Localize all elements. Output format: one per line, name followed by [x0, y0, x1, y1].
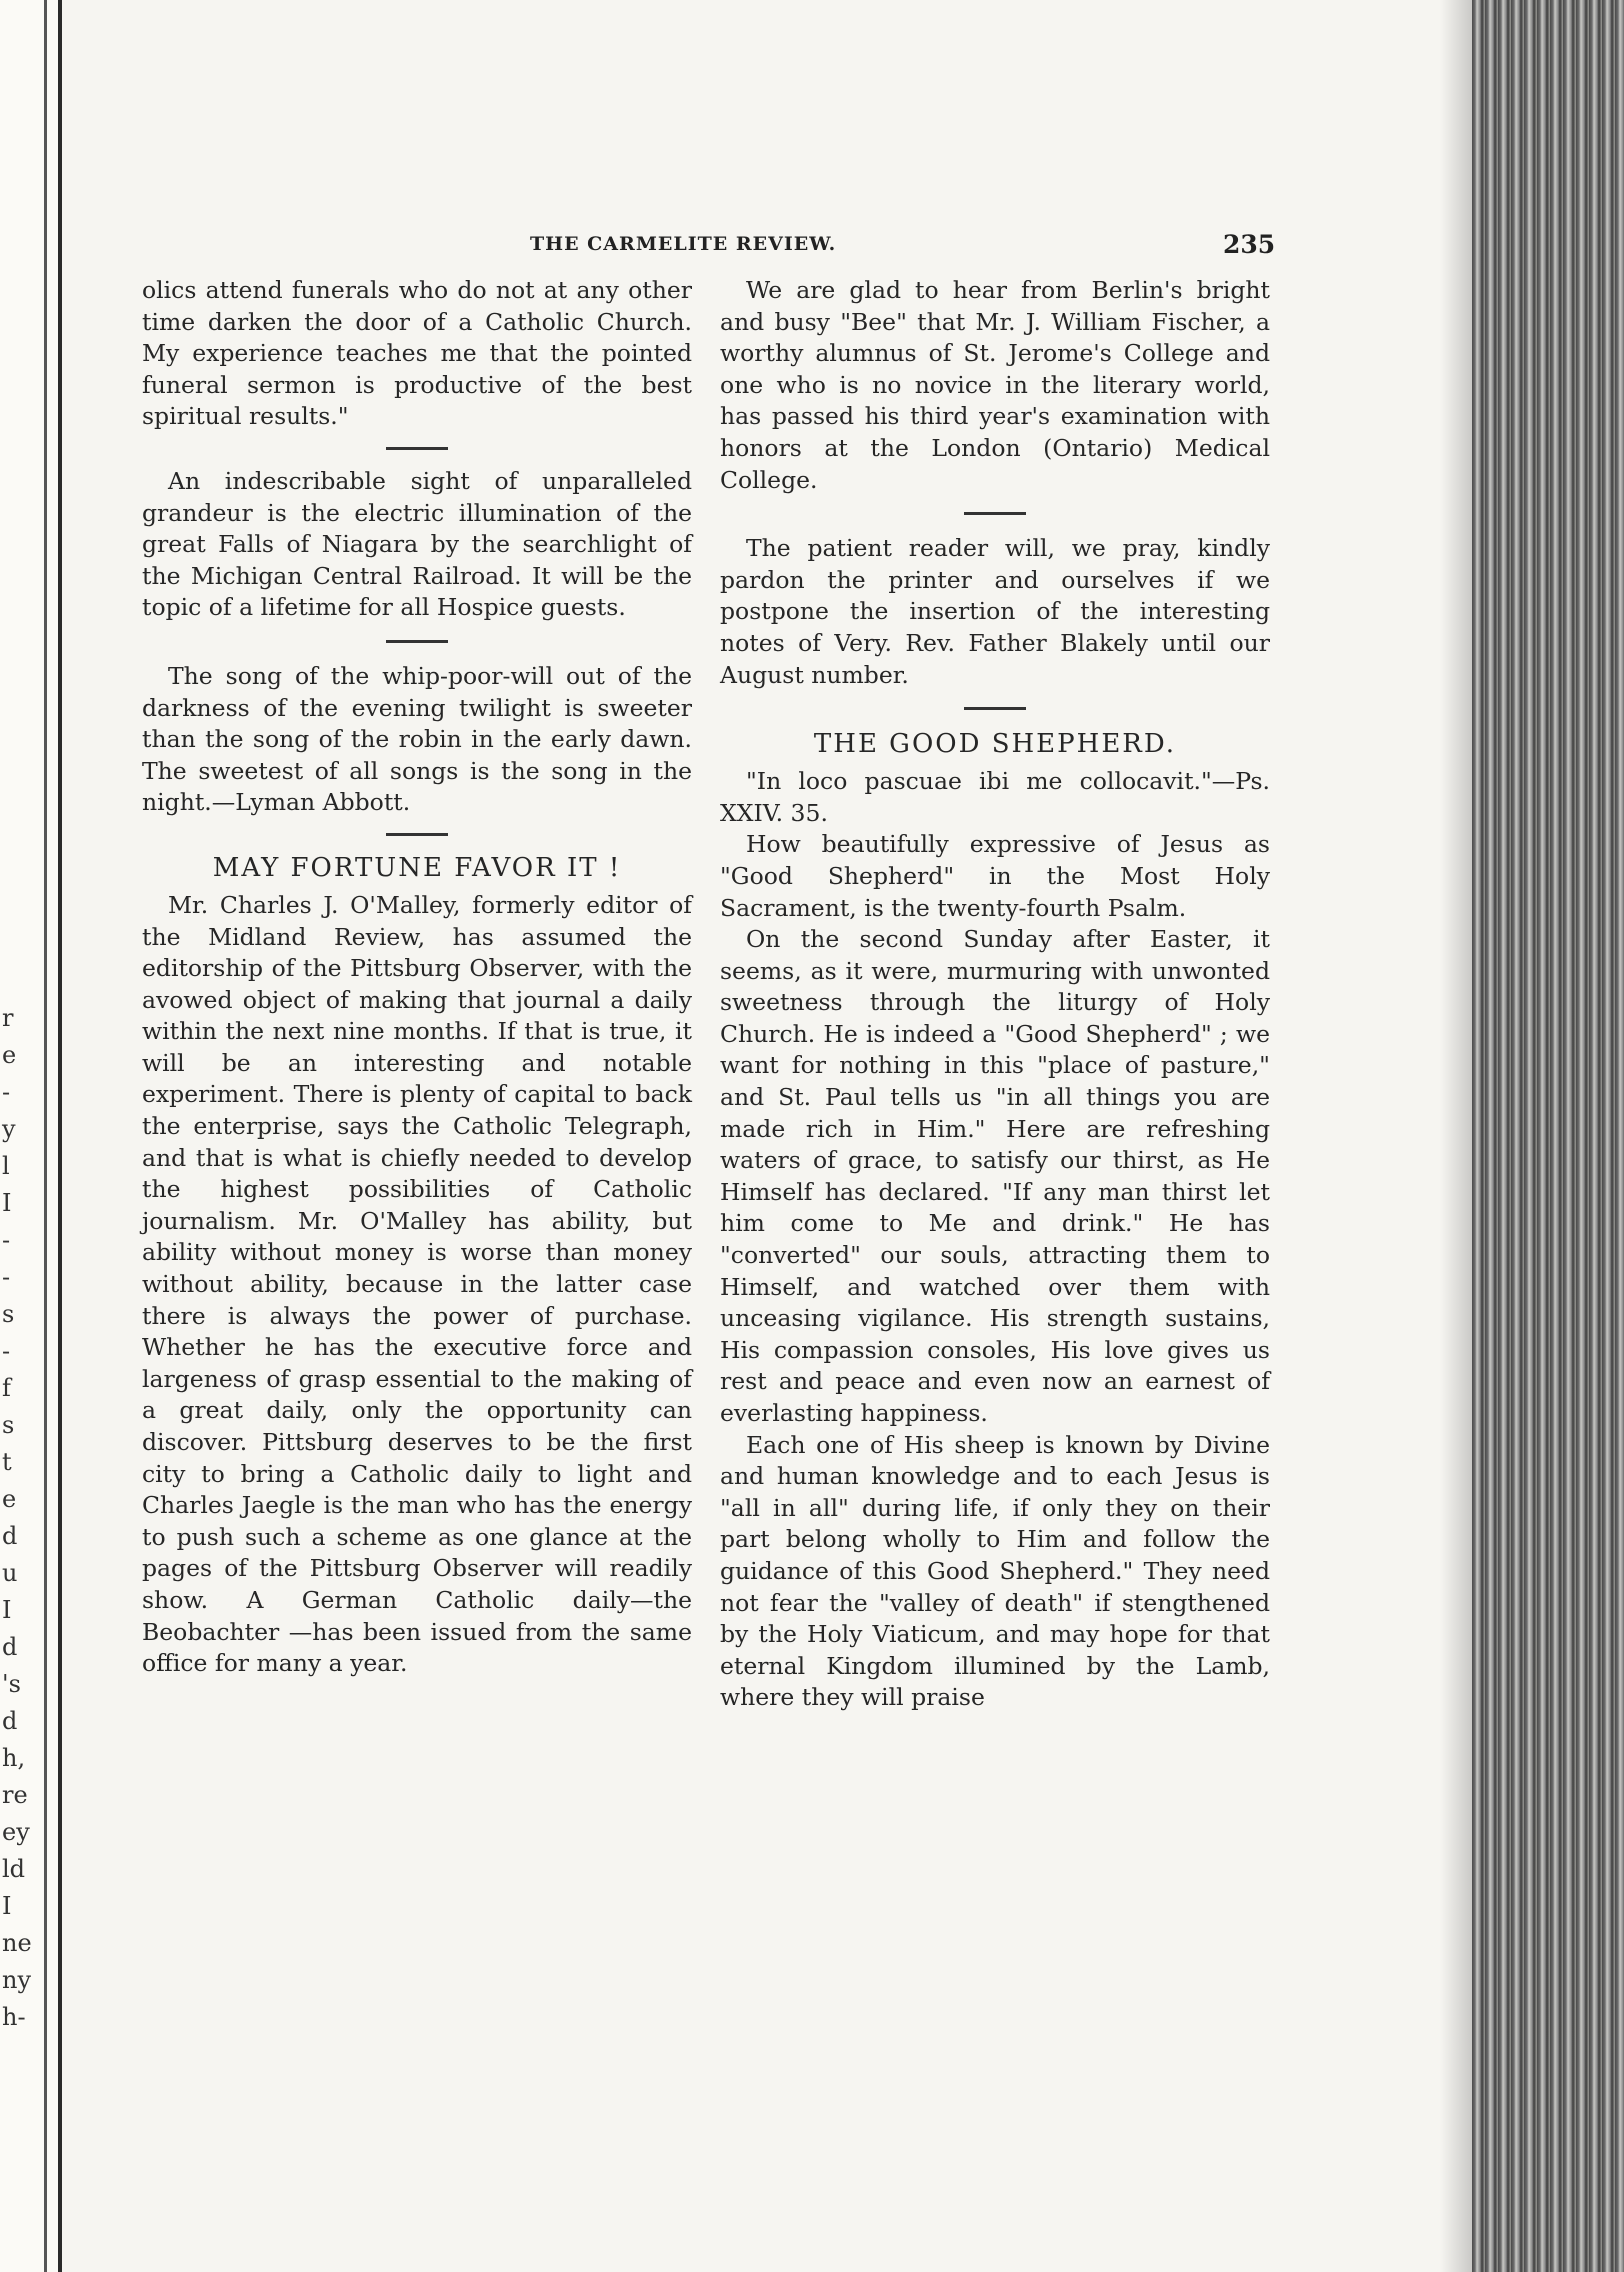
- facing-page-letter: e: [2, 1041, 17, 1069]
- divider-rule: [964, 512, 1026, 515]
- paragraph-funerals: olics attend funerals who do not at any other time darken the door of a Catholic Church. My experience teaches me that the pointed funeral sermon is productive of the best spiritual results.": [142, 276, 692, 431]
- facing-page-letter: I: [2, 1892, 12, 1920]
- page-curve-shadow: [1440, 0, 1472, 2272]
- facing-page-letter: ne: [2, 1929, 32, 1957]
- facing-page-letter: u: [2, 1559, 18, 1587]
- facing-page-letter: t: [2, 1448, 12, 1476]
- facing-page-letter: f: [2, 1374, 11, 1402]
- facing-page-letter: ld: [2, 1855, 26, 1883]
- facing-page-letter: d: [2, 1522, 18, 1550]
- facing-page-letter: h,: [2, 1744, 26, 1772]
- paragraph-psalm: How beautifully expressive of Jesus as "Good Shepherd" in the Most Holy Sacrament, is the twenty-fourth Psalm.: [720, 830, 1270, 922]
- facing-page-letter: l: [2, 1152, 10, 1180]
- article-heading-fortune: MAY FORTUNE FAVOR IT !: [212, 852, 622, 883]
- facing-page-letter: e: [2, 1485, 17, 1513]
- facing-page-letter: -: [2, 1226, 11, 1254]
- facing-page-letter: d: [2, 1633, 18, 1661]
- facing-page-letter: s: [2, 1300, 15, 1328]
- paragraph-sheep: Each one of His sheep is known by Divine and human knowledge and to each Jesus is "all in all" during life, if only they on their part belong wholly to Him and follow the guidance of this Good Shepherd." They need not fear the "valley of death" if stengthened by the Holy Viaticum, and may hope for that eternal Kingdom illumined by the Lamb, where they will praise: [720, 1430, 1270, 1712]
- left-column: [142, 275, 692, 1680]
- facing-page-letter: h-: [2, 2003, 26, 2031]
- paragraph-omalley: Mr. Charles J. O'Malley, formerly editor of the Midland Review, has assumed the editorship of the Pittsburg Observer, with the avowed object of making that journal a daily within the next nine months. If that is true, it will be an interesting and notable experiment. There is plenty of capital to back the enterprise, says the Catholic Telegraph, and that is what is chiefly needed to develop the highest possibilities of Catholic journalism. Mr. O'Malley has ability, but ability without money is worse than money without ability, because in the latter case there is always the power of purchase. Whether he has the executive force and largeness of grasp essential to the making of a great daily, only the opportunity can discover. Pittsburg deserves to be the first city to bring a Catholic daily to light and Charles Jaegle is the man who has the energy to push such a scheme as one glance at the pages of the Pittsburg Observer will readily show. A German Catholic daily—the Beobachter —has been issued from the same office for many a year.: [142, 890, 692, 1678]
- facing-page-letter: re: [2, 1781, 28, 1809]
- facing-page-letter: s: [2, 1411, 15, 1439]
- facing-page-letter: d: [2, 1707, 18, 1735]
- facing-page-letter: -: [2, 1337, 11, 1365]
- right-column: [720, 275, 1270, 1714]
- paragraph-niagara: An indescribable sight of unparalleled grandeur is the electric illumination of the great Falls of Niagara by the searchlight of the Michigan Central Railroad. It will be the topic of a lifetime for all Hospice guests.: [142, 466, 692, 622]
- facing-page-letter: -: [2, 1078, 11, 1106]
- facing-page-letter: 's: [2, 1670, 21, 1698]
- divider-rule: [386, 833, 448, 836]
- epigraph: "In loco pascuae ibi me collocavit."—Ps. XXIV. 35.: [720, 767, 1270, 827]
- facing-page-letter: I: [2, 1189, 12, 1217]
- divider-rule: [386, 640, 448, 643]
- divider-rule: [386, 447, 448, 450]
- facing-page-letter: ny: [2, 1966, 32, 1994]
- running-header: THE CARMELITE REVIEW.: [530, 233, 837, 255]
- facing-page-letter: y: [2, 1115, 16, 1143]
- facing-page-letter: -: [2, 1263, 11, 1291]
- facing-page-letter: ey: [2, 1818, 30, 1846]
- article-heading-good-shepherd: THE GOOD SHEPHERD.: [813, 729, 1177, 760]
- facing-page-gutter-line: [44, 0, 47, 2272]
- page-number: 235: [1223, 230, 1276, 259]
- paragraph-fischer: We are glad to hear from Berlin's bright and busy "Bee" that Mr. J. William Fischer, a worthy alumnus of St. Jerome's College and one who is no novice in the literary world, has passed his third year's examination with honors at the London (Ontario) Medical College.: [720, 276, 1270, 494]
- book-spine-edge: [1472, 0, 1624, 2272]
- facing-page-letter: r: [2, 1004, 14, 1032]
- facing-page-letters: [2, 1000, 40, 2036]
- paragraph-easter: On the second Sunday after Easter, it seems, as it were, murmuring with unwonted sweetness through the liturgy of Holy Church. He is indeed a "Good Shepherd" ; we want for nothing in this "place of pasture," and St. Paul tells us "in all things you are made rich in Him." Here are refreshing waters of grace, to satisfy our thirst, as He Himself has declared. "If any man thirst let him come to Me and drink." He has "converted" our souls, attracting them to Himself, and watched over them with unceasing vigilance. His strength sustains, His compassion consoles, His love gives us rest and peace and even now an earnest of everlasting happiness.: [720, 925, 1270, 1427]
- paragraph-patient-reader: The patient reader will, we pray, kindly pardon the printer and ourselves if we postpone the insertion of the interesting notes of Very. Rev. Father Blakely until our August number.: [720, 534, 1270, 689]
- paragraph-whip-poor-will: The song of the whip-poor-will out of the darkness of the evening twilight is sweeter than the song of the robin in the early dawn. The sweetest of all songs is the song in the night.—Lyman Abbott.: [142, 661, 692, 817]
- divider-rule: [964, 707, 1026, 710]
- facing-page-letter: I: [2, 1596, 12, 1624]
